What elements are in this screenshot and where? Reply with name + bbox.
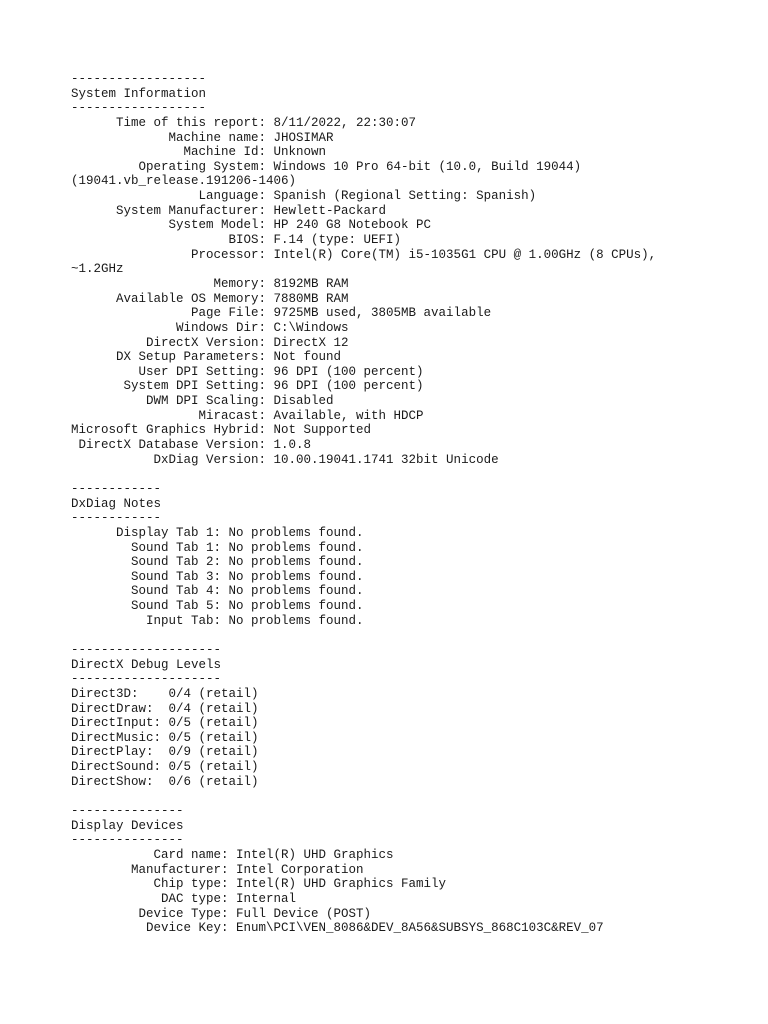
- report-line: DirectInput: 0/5 (retail): [71, 716, 259, 731]
- report-line: DirectSound: 0/5 (retail): [71, 760, 259, 775]
- report-line: Machine Id: Unknown: [71, 145, 327, 160]
- report-line: Device Type: Full Device (POST): [71, 906, 372, 921]
- section-title: Display Devices: [71, 818, 184, 833]
- report-line: System DPI Setting: 96 DPI (100 percent): [71, 379, 424, 394]
- report-line: Page File: 9725MB used, 3805MB available: [71, 306, 492, 321]
- report-line: System Manufacturer: Hewlett-Packard: [71, 203, 387, 218]
- blank-line: [71, 467, 656, 482]
- section-separator: ------------------: [71, 72, 207, 86]
- section-separator: ------------------: [71, 101, 207, 116]
- report-line: Card name: Intel(R) UHD Graphics: [71, 847, 394, 862]
- section-title: DxDiag Notes: [71, 496, 162, 511]
- section-title: DirectX Debug Levels: [71, 657, 222, 672]
- section-separator: --------------------: [71, 642, 222, 657]
- report-line: Time of this report: 8/11/2022, 22:30:07: [71, 115, 417, 130]
- section-separator: ------------: [71, 511, 162, 526]
- dxdiag-report: [71, 72, 656, 936]
- report-line: Sound Tab 4: No problems found.: [71, 584, 364, 599]
- report-line: Sound Tab 2: No problems found.: [71, 555, 364, 570]
- report-line: Windows Dir: C:\Windows: [71, 320, 349, 335]
- report-line: DirectShow: 0/6 (retail): [71, 774, 259, 789]
- section-separator: --------------------: [71, 672, 222, 687]
- report-line: Sound Tab 5: No problems found.: [71, 599, 364, 614]
- report-line: DirectX Version: DirectX 12: [71, 335, 349, 350]
- report-line: Sound Tab 1: No problems found.: [71, 540, 364, 555]
- report-line: Operating System: Windows 10 Pro 64-bit (10.0, Build 19044): [71, 159, 582, 174]
- report-line: DX Setup Parameters: Not found: [71, 350, 342, 365]
- blank-line: [71, 789, 656, 804]
- report-line: Display Tab 1: No problems found.: [71, 525, 364, 540]
- report-line: Machine name: JHOSIMAR: [71, 130, 334, 145]
- report-line: Direct3D: 0/4 (retail): [71, 686, 259, 701]
- report-line: DirectMusic: 0/5 (retail): [71, 730, 259, 745]
- report-line: DWM DPI Scaling: Disabled: [71, 394, 334, 409]
- section-title: System Information: [71, 86, 207, 101]
- report-line: DirectDraw: 0/4 (retail): [71, 701, 259, 716]
- report-line: (19041.vb_release.191206-1406): [71, 174, 297, 189]
- section-separator: ---------------: [71, 804, 184, 819]
- report-line: ~1.2GHz: [71, 262, 124, 277]
- report-line: DirectX Database Version: 1.0.8: [71, 438, 312, 453]
- report-line: Memory: 8192MB RAM: [71, 276, 349, 291]
- report-line: DAC type: Internal: [71, 891, 297, 906]
- report-line: Available OS Memory: 7880MB RAM: [71, 291, 349, 306]
- report-line: DxDiag Version: 10.00.19041.1741 32bit Unicode: [71, 452, 499, 467]
- section-separator: ---------------: [71, 833, 184, 848]
- section-separator: ------------: [71, 481, 162, 496]
- report-line: Chip type: Intel(R) UHD Graphics Family: [71, 877, 447, 892]
- blank-line: [71, 628, 656, 643]
- report-line: DirectPlay: 0/9 (retail): [71, 745, 259, 760]
- report-line: Device Key: Enum\PCI\VEN_8086&DEV_8A56&SUBSYS_868C103C&REV_07: [71, 921, 604, 936]
- report-line: Microsoft Graphics Hybrid: Not Supported: [71, 423, 372, 438]
- report-line: Miracast: Available, with HDCP: [71, 408, 424, 423]
- report-line: User DPI Setting: 96 DPI (100 percent): [71, 364, 424, 379]
- report-line: Processor: Intel(R) Core(TM) i5-1035G1 CPU @ 1.00GHz (8 CPUs),: [71, 247, 657, 262]
- report-line: System Model: HP 240 G8 Notebook PC: [71, 218, 432, 233]
- report-line: Input Tab: No problems found.: [71, 613, 364, 628]
- report-line: BIOS: F.14 (type: UEFI): [71, 233, 402, 248]
- report-line: Language: Spanish (Regional Setting: Spanish): [71, 189, 537, 204]
- report-line: Manufacturer: Intel Corporation: [71, 862, 364, 877]
- report-line: Sound Tab 3: No problems found.: [71, 569, 364, 584]
